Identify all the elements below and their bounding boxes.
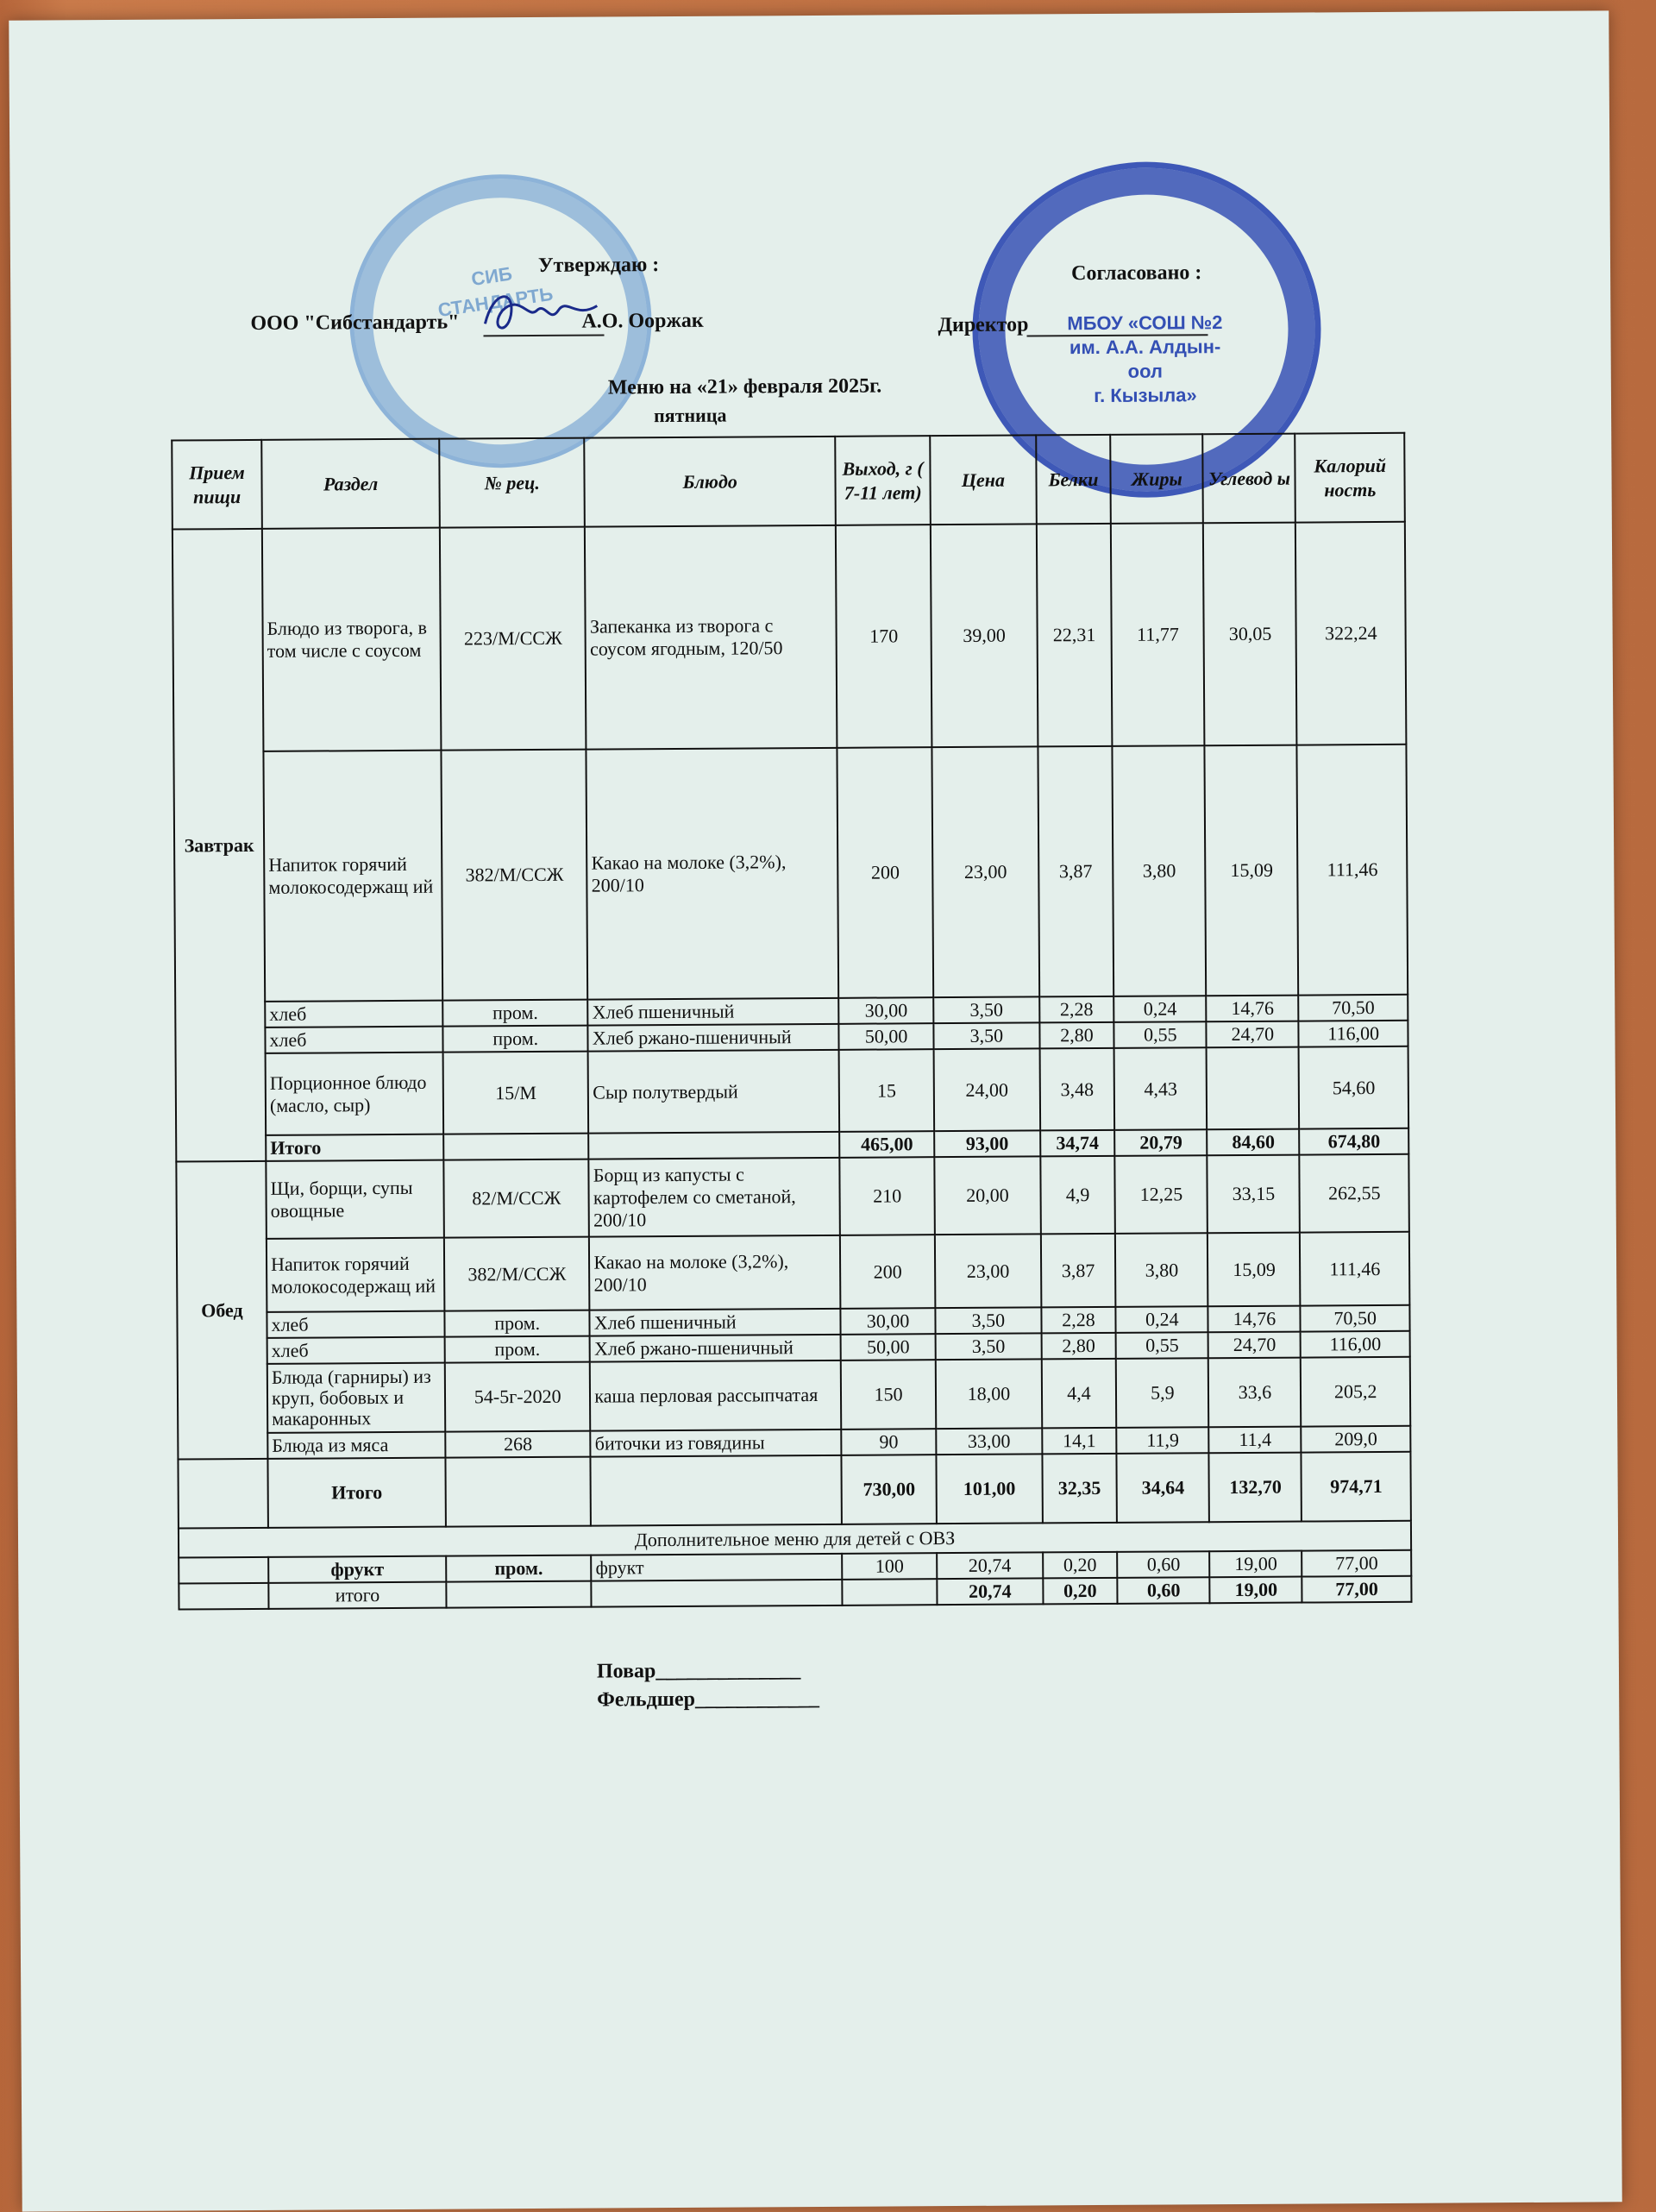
table-cell: 3,87 [1040,1234,1115,1308]
table-row [177,1232,1409,1313]
table-cell: Блюда из мяса [267,1432,445,1459]
table-cell: 382/М/ССЖ [444,1237,590,1311]
table-header-row [172,433,1405,530]
table-cell: пром. [442,1000,587,1027]
weekday: пятница [653,404,727,427]
table-cell: 262,55 [1300,1154,1409,1233]
table-cell: 116,00 [1299,1021,1408,1047]
table-row [172,522,1407,752]
table-cell: 730,00 [841,1455,937,1524]
table-cell: 32,35 [1042,1454,1117,1524]
header-section: Раздел [261,439,440,529]
table-cell: итого [268,1582,446,1609]
table-cell: Порционное блюдо (масло, сыр) [266,1053,444,1135]
table-cell: 111,46 [1297,745,1408,996]
table-cell: 15/М [443,1052,589,1134]
table-cell [179,1557,268,1584]
table-cell: 2,80 [1039,1022,1114,1049]
table-cell: 3,87 [1038,746,1113,997]
table-cell: биточки из говядины [591,1430,842,1457]
table-cell: 70,50 [1301,1305,1410,1332]
table-cell: 674,80 [1300,1128,1409,1155]
meal-lunch: Обед [176,1161,267,1460]
table-cell: 322,24 [1295,522,1406,745]
table-cell [446,1581,591,1608]
table-cell: 14,76 [1207,996,1299,1022]
table-cell: 11,77 [1111,523,1205,746]
table-cell: 18,00 [936,1359,1042,1429]
table-cell: 100 [842,1553,937,1580]
table-row [176,1046,1409,1136]
table-cell: 30,00 [840,1308,935,1335]
table-cell: 0,20 [1043,1578,1118,1605]
table-cell: фрукт [268,1556,446,1583]
header-protein: Белки [1036,435,1111,525]
table-cell: 33,00 [936,1428,1042,1455]
table-cell: 23,00 [932,746,1039,997]
table-cell: Напиток горячий молокосодержащ ий [263,751,442,1002]
table-cell: 0,60 [1117,1551,1209,1578]
table-cell: 210 [839,1157,935,1235]
table-cell: Напиток горячий молокосодержащ ий [267,1238,445,1312]
table-cell [589,1132,840,1159]
table-cell [1207,1047,1300,1130]
table-cell: 150 [841,1360,937,1430]
school-stamp-text: МБОУ «СОШ №2 им. А.А. Алдын-оол г. Кызыла» [1067,311,1223,407]
table-cell: 19,00 [1210,1551,1302,1578]
table-cell: 20,00 [935,1156,1041,1235]
header-meal: Прием пищи [172,440,262,530]
table-cell: Хлеб пшеничный [590,1309,841,1336]
header-yield: Выход, г ( 7-11 лет) [835,436,931,525]
table-cell [179,1583,268,1610]
table-cell: 39,00 [931,524,1038,747]
table-cell: 2,28 [1041,1307,1116,1334]
table-cell: 23,00 [935,1234,1041,1308]
table-cell: хлеб [267,1311,444,1338]
ovz-title: Дополнительное меню для детей с ОВЗ [179,1521,1411,1558]
table-cell: Какао на молоке (3,2%), 200/10 [589,1235,840,1310]
table-cell: 24,70 [1207,1021,1299,1048]
meal-breakfast: Завтрак [172,529,267,1162]
table-row [178,1357,1410,1434]
table-cell: 200 [840,1235,936,1309]
table-cell: Итого [267,1458,446,1528]
table-cell: 0,20 [1043,1552,1118,1579]
menu-title: Меню на «21» февраля 2025г. [607,374,882,399]
table-cell [592,1580,843,1607]
medic-signature: Фельдшер____________ [597,1687,820,1712]
header-price: Цена [930,435,1036,525]
table-cell: 77,00 [1302,1550,1412,1577]
table-cell: 33,6 [1208,1358,1302,1428]
table-cell: пром. [442,1026,587,1053]
table-cell: Итого [266,1134,443,1161]
table-cell [443,1134,588,1160]
table-cell: 3,50 [933,996,1039,1023]
table-cell: 34,74 [1040,1130,1115,1157]
table-cell: 14,1 [1042,1428,1117,1455]
table-cell: 5,9 [1116,1358,1209,1428]
table-cell: пром. [446,1555,591,1582]
table-cell: 0,24 [1113,996,1206,1022]
menu-table [171,432,1412,1611]
table-cell: 132,70 [1209,1453,1302,1523]
table-cell: 11,9 [1117,1427,1209,1454]
table-cell: 0,55 [1116,1332,1208,1359]
agreed-title: Согласовано : [1070,261,1202,286]
table-cell: 11,4 [1209,1427,1302,1454]
table-row [176,1154,1409,1240]
table-cell: пром. [444,1310,589,1337]
table-cell: 111,46 [1300,1232,1409,1306]
table-cell: пром. [445,1336,590,1363]
table-cell: 93,00 [934,1130,1040,1157]
table-cell: 2,80 [1041,1333,1116,1360]
table-cell: хлеб [265,1001,442,1027]
table-cell: 84,60 [1208,1129,1300,1156]
header-dish: Блюдо [585,437,836,527]
table-cell: 15 [839,1049,935,1132]
table-cell: 268 [445,1431,590,1458]
table-cell: 170 [836,525,932,748]
table-cell: Сыр полутвердый [588,1050,839,1134]
table-cell: Запеканка из творога с соусом ягодным, 120/50 [585,525,837,750]
table-cell [178,1459,268,1529]
table-cell: Какао на молоке (3,2%), 200/10 [586,748,838,1000]
table-cell: 0,60 [1118,1577,1210,1604]
table-cell [591,1455,842,1526]
table-cell: 3,50 [936,1333,1042,1360]
table-cell: 77,00 [1302,1576,1412,1603]
table-cell: 3,80 [1113,745,1207,996]
company-name: ООО "Сибстандарть" А.О. Ооржак [250,309,704,335]
table-cell: 974,71 [1302,1452,1411,1522]
table-cell: 30,05 [1203,523,1297,746]
table-cell: Щи, борщи, супы овощные [266,1160,444,1239]
table-cell: Борщ из капусты с картофелем со сметаной, 200/10 [589,1158,840,1237]
table-cell: 3,80 [1115,1233,1208,1307]
header-recipe: № рец. [439,438,585,528]
director-label: Директор [938,313,1029,337]
table-cell: 15,09 [1208,1233,1301,1307]
table-cell: 205,2 [1301,1357,1410,1427]
table-cell: 82/М/ССЖ [443,1159,589,1238]
table-cell: хлеб [267,1337,445,1364]
table-cell: 2,28 [1039,996,1114,1023]
table-cell [446,1457,592,1527]
table-cell: 3,48 [1039,1048,1114,1131]
table-cell: Хлеб пшеничный [588,998,839,1026]
table-cell: 24,00 [934,1048,1040,1131]
cook-signature: Повар______________ [596,1659,801,1683]
table-cell: 465,00 [839,1131,934,1158]
signature-mark [476,284,605,345]
table-cell: 101,00 [937,1454,1043,1524]
table-cell: 19,00 [1210,1577,1302,1604]
table-cell: 0,24 [1116,1306,1208,1333]
table-cell: 3,50 [936,1307,1042,1334]
table-cell: 24,70 [1208,1332,1301,1359]
table-cell: 14,76 [1208,1306,1301,1333]
table-cell [842,1579,937,1606]
table-cell: 50,00 [841,1334,936,1361]
table-cell: 12,25 [1115,1155,1208,1234]
table-cell: 20,74 [937,1552,1043,1579]
table-cell: 3,50 [934,1022,1040,1049]
header-fat: Жиры [1110,434,1203,524]
table-cell: 0,55 [1114,1021,1207,1048]
table-row [173,745,1408,1002]
table-cell: каша перловая рассыпчатая [590,1361,841,1431]
table-cell: 50,00 [838,1023,933,1050]
table-cell: 20,74 [938,1578,1044,1605]
table-cell: 20,79 [1114,1129,1207,1156]
company-stamp-text: СИБ СТАНДАРТЬ [436,262,555,322]
table-cell: фрукт [591,1554,842,1581]
table-cell: 70,50 [1299,995,1408,1021]
table-cell: 382/М/ССЖ [441,750,587,1001]
table-cell: 4,4 [1041,1359,1116,1429]
table-cell: 4,43 [1114,1047,1208,1130]
table-cell: хлеб [265,1027,442,1053]
table-cell: 209,0 [1302,1426,1411,1453]
table-cell: Блюдо из творога, в том числе с соусом [262,528,442,751]
paper-sheet [9,10,1622,2211]
header-calories: Калорий ность [1295,433,1405,523]
table-cell: 116,00 [1301,1331,1410,1358]
table-cell: 22,31 [1036,524,1112,747]
table-cell: 30,00 [838,997,933,1024]
table-cell: 54,60 [1299,1046,1408,1129]
table-cell: Хлеб ржано-пшеничный [590,1335,841,1362]
lunch-total-row [178,1452,1410,1529]
table-cell: 15,09 [1205,745,1299,996]
table-cell: 223/М/ССЖ [440,527,586,751]
table-cell: Блюда (гарниры) из круп, бобовых и макаронных [267,1363,446,1433]
table-cell: 34,64 [1117,1453,1210,1523]
table-cell: 54-5г-2020 [445,1362,591,1432]
table-cell: 200 [837,747,933,998]
table-cell: Хлеб ржано-пшеничный [588,1024,839,1052]
approve-title: Утверждаю : [537,254,660,277]
table-cell: 4,9 [1040,1156,1115,1235]
table-cell: 33,15 [1208,1155,1301,1234]
table-cell: 90 [841,1429,936,1455]
header-carbs: Углевод ы [1203,434,1296,524]
